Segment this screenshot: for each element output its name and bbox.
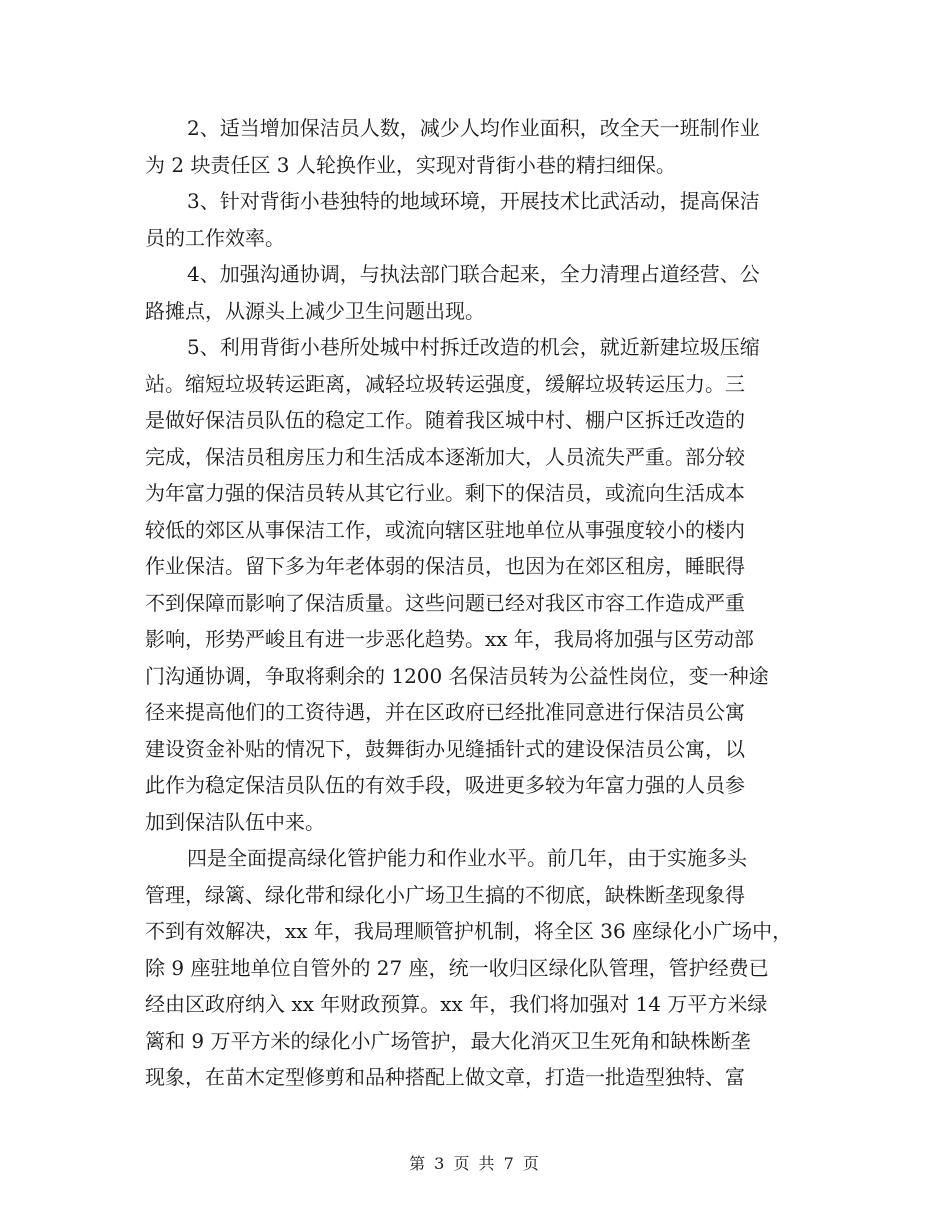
- text-line: 四是全面提高绿化管护能力和作业水平。前几年，由于实施多头: [187, 846, 747, 870]
- paragraph-greening: [145, 840, 815, 1096]
- text-line: 站。缩短垃圾转运距离，减轻垃圾转运强度，缓解垃圾转运压力。三: [145, 371, 745, 396]
- text-line: 为 2 块责任区 3 人轮换作业，实现对背街小巷的精扫细保。: [145, 152, 676, 177]
- text-line: 较低的郊区从事保洁工作，或流向辖区驻地单位从事强度较小的楼内: [145, 517, 745, 542]
- text-line: 建设资金补贴的情况下，鼓舞街办见缝插针式的建设保洁员公寓，以: [145, 736, 745, 761]
- text-line: 完成，保洁员租房压力和生活成本逐渐加大，人员流失严重。部分较: [145, 444, 745, 469]
- text-line: 径来提高他们的工资待遇，并在区政府已经批准同意进行保洁员公寓: [145, 700, 745, 724]
- document-body: [145, 110, 815, 1096]
- text-line: 不到保障而影响了保洁质量。这些问题已经对我区市容工作造成严重: [145, 590, 745, 615]
- text-line: 门沟通协调，争取将剩余的 1200 名保洁员转为公益性岗位，变一种途: [145, 663, 769, 688]
- text-line: 是做好保洁员队伍的稳定工作。随着我区城中村、棚户区拆迁改造的: [145, 408, 745, 432]
- text-line: 除 9 座驻地单位自管外的 27 座，统一收归区绿化队管理，管护经费已: [145, 955, 769, 980]
- text-line: 员的工作效率。: [145, 225, 285, 250]
- text-line: 管理，绿篱、绿化带和绿化小广场卫生搞的不彻底，缺株断垄现象得: [145, 882, 745, 907]
- text-line: 不到有效解决，xx 年，我局理顺管护机制，将全区 36 座绿化小广场中，: [145, 919, 793, 943]
- text-line: 加到保洁队伍中来。: [145, 809, 325, 834]
- text-line: 4、加强沟通协调，与执法部门联合起来，全力清理占道经营、公: [187, 262, 760, 286]
- text-line: 路摊点，从源头上减少卫生问题出现。: [145, 298, 485, 323]
- text-line: 作业保洁。留下多为年老体弱的保洁员，也因为在郊区租房，睡眠得: [145, 554, 745, 578]
- text-line: 篱和 9 万平方米的绿化小广场管护，最大化消灭卫生死角和缺株断垄: [145, 1028, 751, 1053]
- page-number-footer: 第 3 页 共 7 页: [409, 1154, 541, 1173]
- text-line: 影响，形势严峻且有进一步恶化趋势。xx 年，我局将加强与区劳动部: [145, 627, 754, 651]
- paragraph-item-3: [145, 183, 815, 256]
- text-line: 经由区政府纳入 xx 年财政预算。xx 年，我们将加强对 14 万平方米绿: [145, 992, 768, 1016]
- text-line: 5、利用背街小巷所处城中村拆迁改造的机会，就近新建垃圾压缩: [187, 335, 760, 359]
- paragraph-item-2: [145, 110, 815, 183]
- text-line: 此作为稳定保洁员队伍的有效手段，吸进更多较为年富力强的人员参: [145, 773, 745, 797]
- text-line: 现象，在苗木定型修剪和品种搭配上做文章，打造一批造型独特、富: [145, 1065, 745, 1089]
- paragraph-item-5: [145, 329, 815, 840]
- text-line: 为年富力强的保洁员转从其它行业。剩下的保洁员，或流向生活成本: [145, 481, 745, 505]
- text-line: 2、适当增加保洁员人数，减少人均作业面积，改全天一班制作业: [187, 116, 760, 140]
- text-line: 3、针对背街小巷独特的地域环境，开展技术比武活动，提高保洁: [187, 189, 760, 213]
- paragraph-item-4: [145, 256, 815, 329]
